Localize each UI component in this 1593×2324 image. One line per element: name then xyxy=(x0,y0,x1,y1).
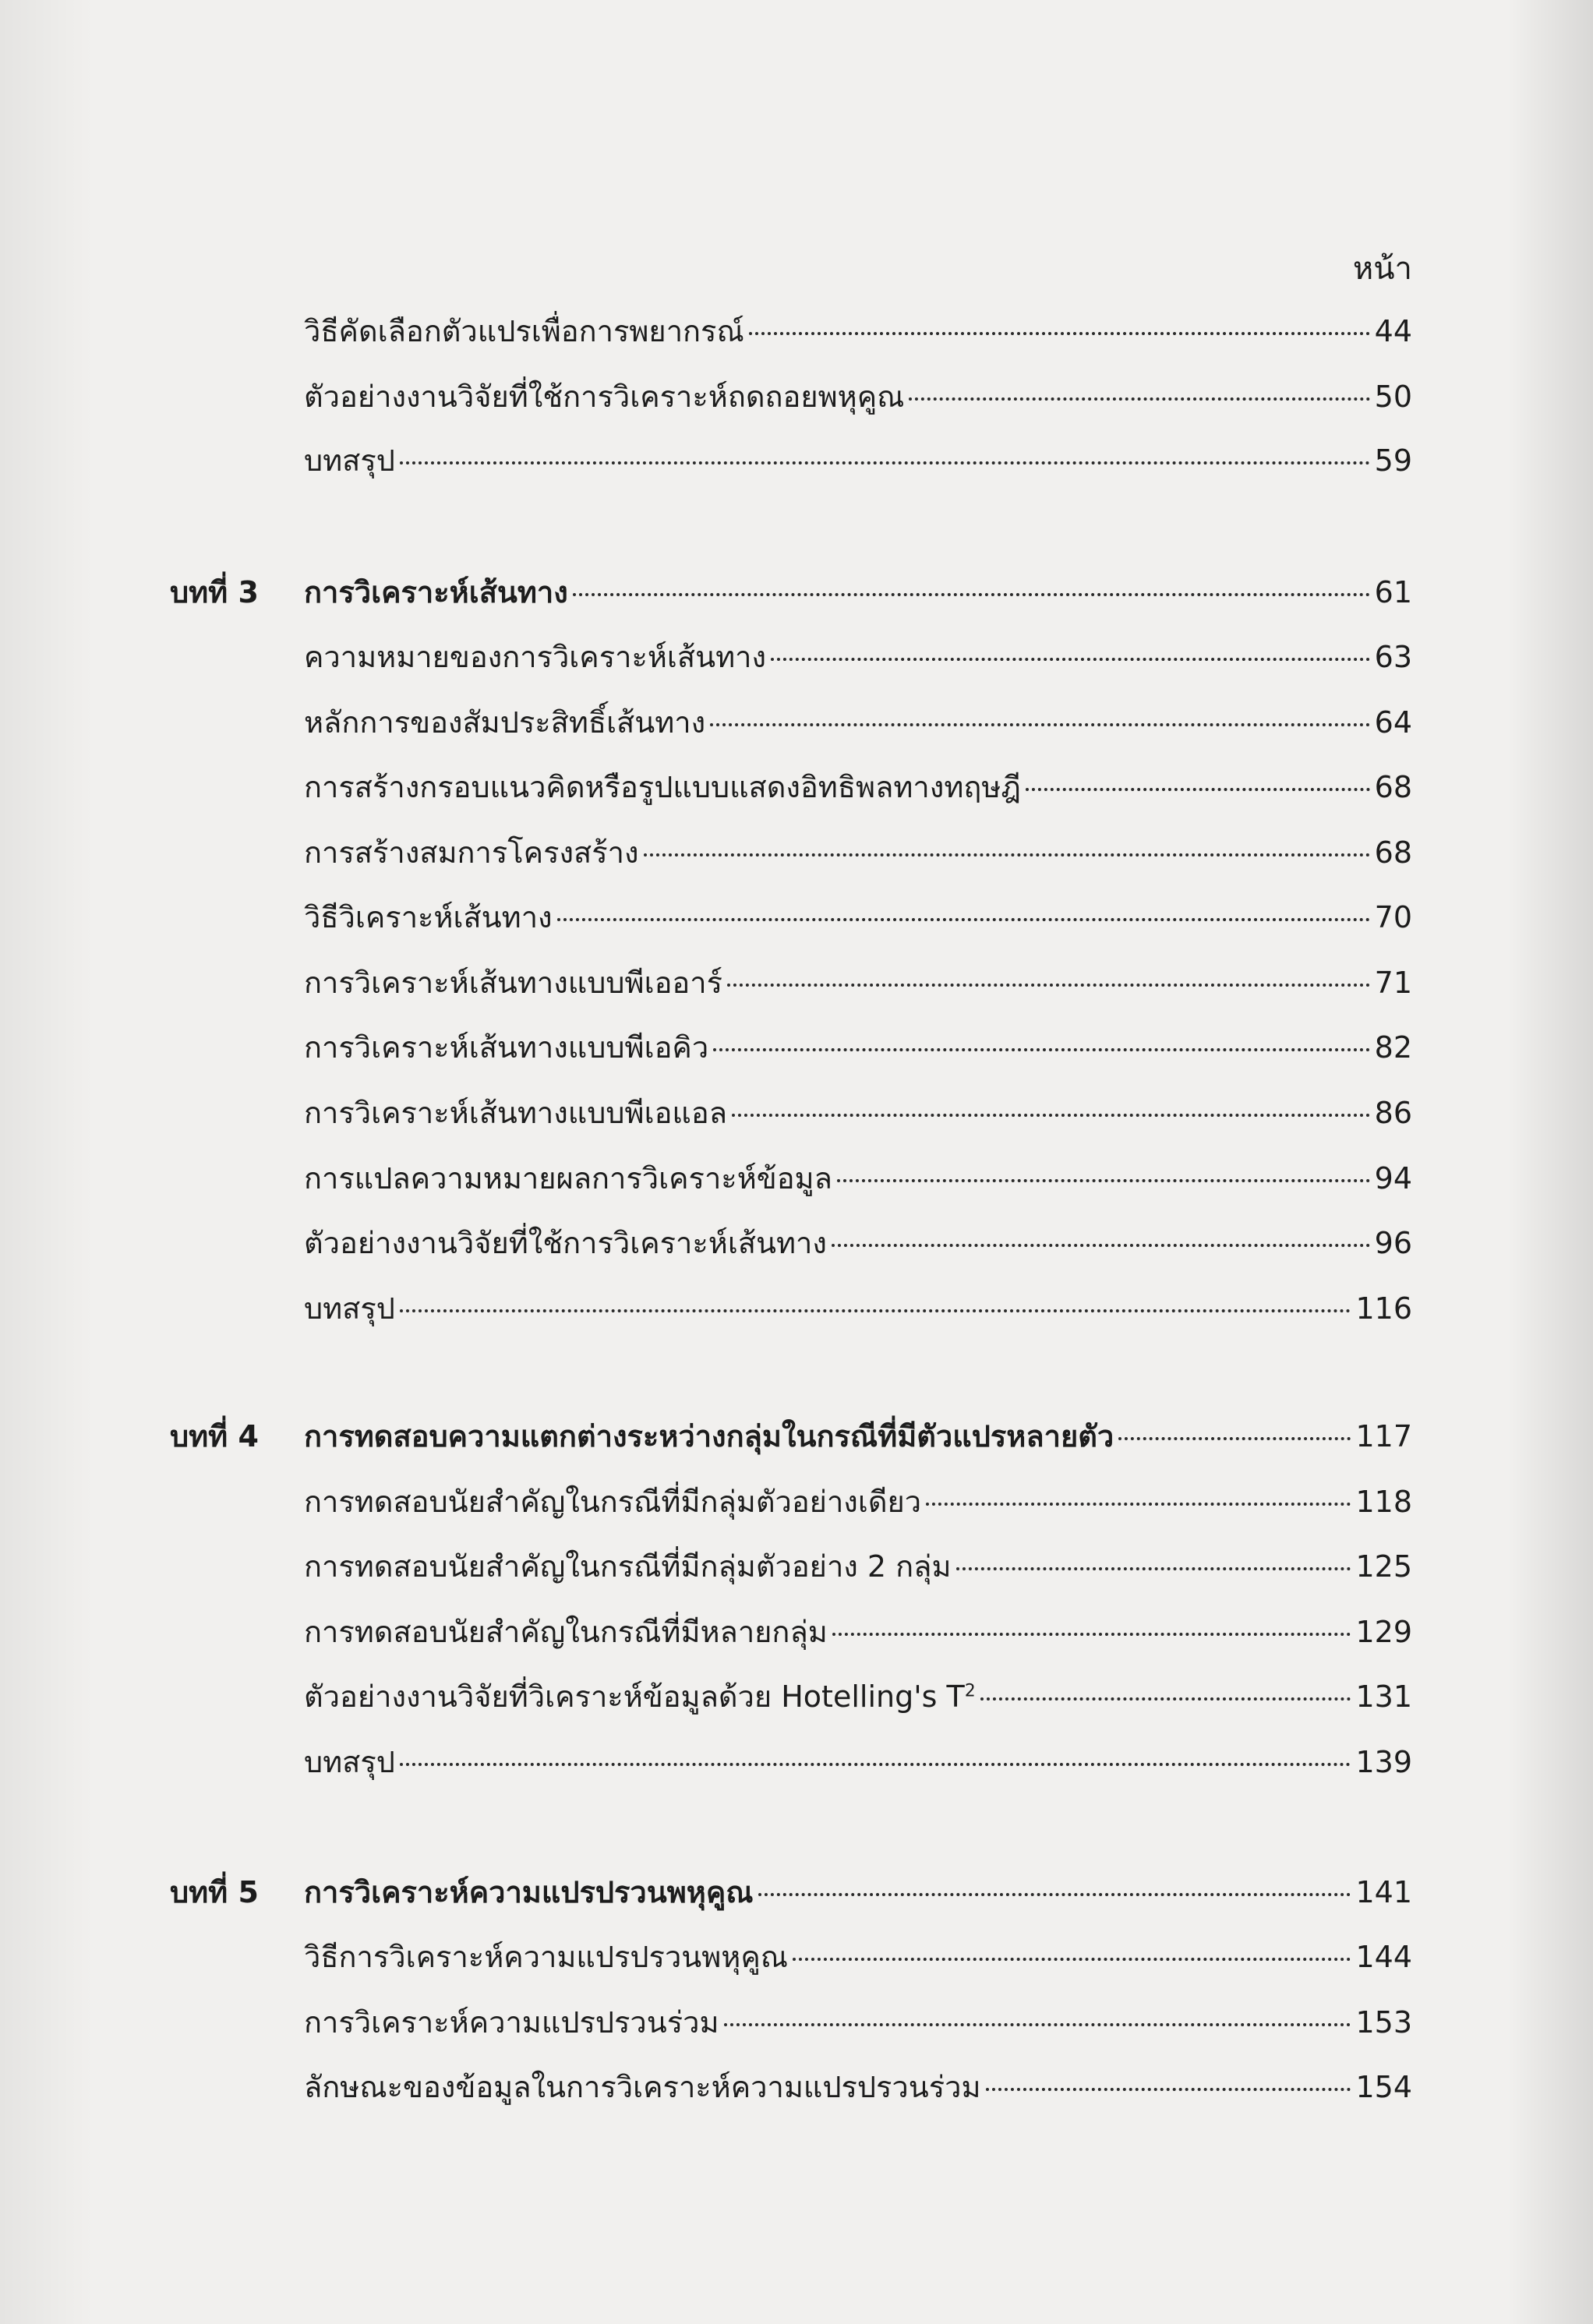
toc-entry-title: การวิเคราะห์เส้นทางแบบพีเอคิว xyxy=(304,1030,709,1065)
toc-entry-page: 68 xyxy=(1374,835,1412,870)
toc-entry-title: การแปลความหมายผลการวิเคราะห์ข้อมูล xyxy=(304,1161,832,1196)
toc-entry-title: การทดสอบนัยสำคัญในกรณีที่มีหลายกลุ่ม xyxy=(304,1615,828,1649)
toc-entry-page: 82 xyxy=(1374,1030,1412,1065)
toc-entry-title: การสร้างสมการโครงสร้าง xyxy=(304,835,639,870)
dot-leader xyxy=(713,1048,1369,1051)
toc-entry-title: การวิเคราะห์ความแปรปรวนพหุคูณ xyxy=(304,1875,754,1909)
toc-entry xyxy=(304,2001,1412,2044)
dot-leader xyxy=(710,723,1369,726)
toc-entry-title: วิธีคัดเลือกตัวแปรเพื่อการพยากรณ์ xyxy=(304,314,744,348)
toc-entry xyxy=(304,895,1412,939)
dot-leader xyxy=(837,1179,1370,1182)
toc-entry-page: 118 xyxy=(1355,1485,1412,1519)
dot-leader xyxy=(727,984,1370,987)
toc-entry xyxy=(304,1740,1412,1784)
toc-entry xyxy=(304,1480,1412,1524)
toc-chapter-heading xyxy=(170,1415,1412,1458)
toc-entry-title: วิธีวิเคราะห์เส้นทาง xyxy=(304,900,553,934)
toc-entry-title: หลักการของสัมประสิทธิ์เส้นทาง xyxy=(304,705,706,740)
toc-entry-page: 64 xyxy=(1374,705,1412,740)
toc-entry-page: 154 xyxy=(1355,2070,1412,2104)
dot-leader xyxy=(980,1697,1351,1701)
toc-entry-title: ความหมายของการวิเคราะห์เส้นทาง xyxy=(304,640,767,674)
dot-leader xyxy=(771,658,1370,661)
toc-entry xyxy=(304,1675,1412,1718)
toc-entry xyxy=(304,439,1412,482)
toc-entry-title: การวิเคราะห์ความแปรปรวนร่วม xyxy=(304,2005,719,2040)
toc-entry-page: 59 xyxy=(1374,443,1412,478)
toc-entry-page: 116 xyxy=(1355,1291,1412,1326)
dot-leader xyxy=(793,1958,1351,1961)
toc-entry-page: 68 xyxy=(1374,770,1412,804)
toc-entry xyxy=(304,309,1412,353)
toc-entry xyxy=(304,1221,1412,1265)
toc-entry-page: 96 xyxy=(1374,1226,1412,1260)
dot-leader xyxy=(400,461,1370,464)
dot-leader xyxy=(749,332,1370,335)
toc-entry xyxy=(304,765,1412,809)
dot-leader xyxy=(400,1763,1351,1766)
toc-entry-page: 86 xyxy=(1374,1096,1412,1130)
toc-entry-title: การสร้างกรอบแนวคิดหรือรูปแบบแสดงอิทธิพลทางทฤษฎี xyxy=(304,770,1021,804)
toc-entry-page: 71 xyxy=(1374,966,1412,1000)
toc-entry-page: 50 xyxy=(1374,380,1412,414)
toc-entry-title: การวิเคราะห์เส้นทางแบบพีเออาร์ xyxy=(304,966,722,1000)
toc-entry-title: การวิเคราะห์เส้นทางแบบพีเอแอล xyxy=(304,1096,728,1130)
toc-entry-page: 153 xyxy=(1355,2005,1412,2040)
toc-entry-title-text: ตัวอย่างงานวิจัยที่วิเคราะห์ข้อมูลด้วย Hotelling's T xyxy=(304,1679,965,1714)
toc-entry-page: 61 xyxy=(1374,575,1412,609)
toc-entry-page: 63 xyxy=(1374,640,1412,674)
toc-chapter-heading xyxy=(170,570,1412,614)
toc-entry-title: บทสรุป xyxy=(304,1291,395,1326)
dot-leader xyxy=(956,1567,1351,1570)
toc-entry xyxy=(304,375,1412,419)
toc-entry xyxy=(304,2065,1412,2109)
dot-leader xyxy=(758,1893,1351,1896)
toc-entry-title: บทสรุป xyxy=(304,1745,395,1779)
dot-leader xyxy=(832,1244,1370,1247)
toc-entry-page: 44 xyxy=(1374,314,1412,348)
toc-entry-title: ตัวอย่างงานวิจัยที่ใช้การวิเคราะห์ถดถอยพหุคูณ xyxy=(304,380,905,414)
dot-leader xyxy=(1118,1437,1351,1440)
toc-entry xyxy=(304,1610,1412,1654)
toc-entry-page: 139 xyxy=(1355,1745,1412,1779)
toc-entry xyxy=(304,831,1412,874)
toc-entry-title: บทสรุป xyxy=(304,443,395,478)
toc-entry xyxy=(304,635,1412,679)
chapter-number: บทที่ 5 xyxy=(170,1875,259,1909)
chapter-number: บทที่ 4 xyxy=(170,1419,259,1453)
dot-leader xyxy=(644,853,1370,856)
dot-leader xyxy=(724,2023,1351,2026)
page-edge-shadow-right xyxy=(1507,0,1593,2324)
chapter-number: บทที่ 3 xyxy=(170,575,259,609)
toc-entry-page: 94 xyxy=(1374,1161,1412,1196)
toc-entry-title: วิธีการวิเคราะห์ความแปรปรวนพหุคูณ xyxy=(304,1940,789,1974)
dot-leader xyxy=(732,1114,1370,1117)
toc-entry xyxy=(304,1026,1412,1069)
page-column-label: หน้า xyxy=(1352,251,1412,287)
dot-leader xyxy=(573,593,1370,596)
toc-entry xyxy=(304,1287,1412,1330)
superscript: 2 xyxy=(964,1681,976,1701)
toc-entry xyxy=(304,1091,1412,1135)
toc-entry-title: ลักษณะของข้อมูลในการวิเคราะห์ความแปรปรวนร่วม xyxy=(304,2070,981,2104)
dot-leader xyxy=(400,1309,1351,1312)
toc-entry-page: 131 xyxy=(1355,1679,1412,1714)
toc-entry xyxy=(304,1545,1412,1588)
toc-entry-title: ตัวอย่างงานวิจัยที่ใช้การวิเคราะห์เส้นทาง xyxy=(304,1226,827,1260)
toc-chapter-heading xyxy=(170,1870,1412,1914)
toc-entry-page: 129 xyxy=(1355,1615,1412,1649)
toc-entry xyxy=(304,1157,1412,1200)
toc-entry-title: การทดสอบนัยสำคัญในกรณีที่มีกลุ่มตัวอย่าง 2 กลุ่ม xyxy=(304,1549,952,1584)
toc-entry-page: 144 xyxy=(1355,1940,1412,1974)
toc-entry-page: 117 xyxy=(1355,1419,1412,1453)
toc-entry xyxy=(304,1935,1412,1979)
dot-leader xyxy=(1026,788,1370,791)
toc-entry-title: การทดสอบนัยสำคัญในกรณีที่มีกลุ่มตัวอย่างเดียว xyxy=(304,1485,922,1519)
toc-entry-page: 125 xyxy=(1355,1549,1412,1584)
toc-entry-title: การทดสอบความแตกต่างระหว่างกลุ่มในกรณีที่มีตัวแปรหลายตัว xyxy=(304,1419,1114,1453)
dot-leader xyxy=(926,1503,1351,1506)
dot-leader xyxy=(557,918,1370,921)
dot-leader xyxy=(832,1633,1351,1636)
dot-leader xyxy=(986,2088,1351,2091)
toc-entry xyxy=(304,701,1412,744)
dot-leader xyxy=(909,397,1369,401)
toc-entry xyxy=(304,961,1412,1005)
toc-entry-page: 141 xyxy=(1355,1875,1412,1909)
toc-entry-page: 70 xyxy=(1374,900,1412,934)
page-edge-shadow-left xyxy=(0,0,94,2324)
toc-entry-title: การวิเคราะห์เส้นทาง xyxy=(304,575,568,609)
toc-entry-title xyxy=(304,1675,976,1718)
